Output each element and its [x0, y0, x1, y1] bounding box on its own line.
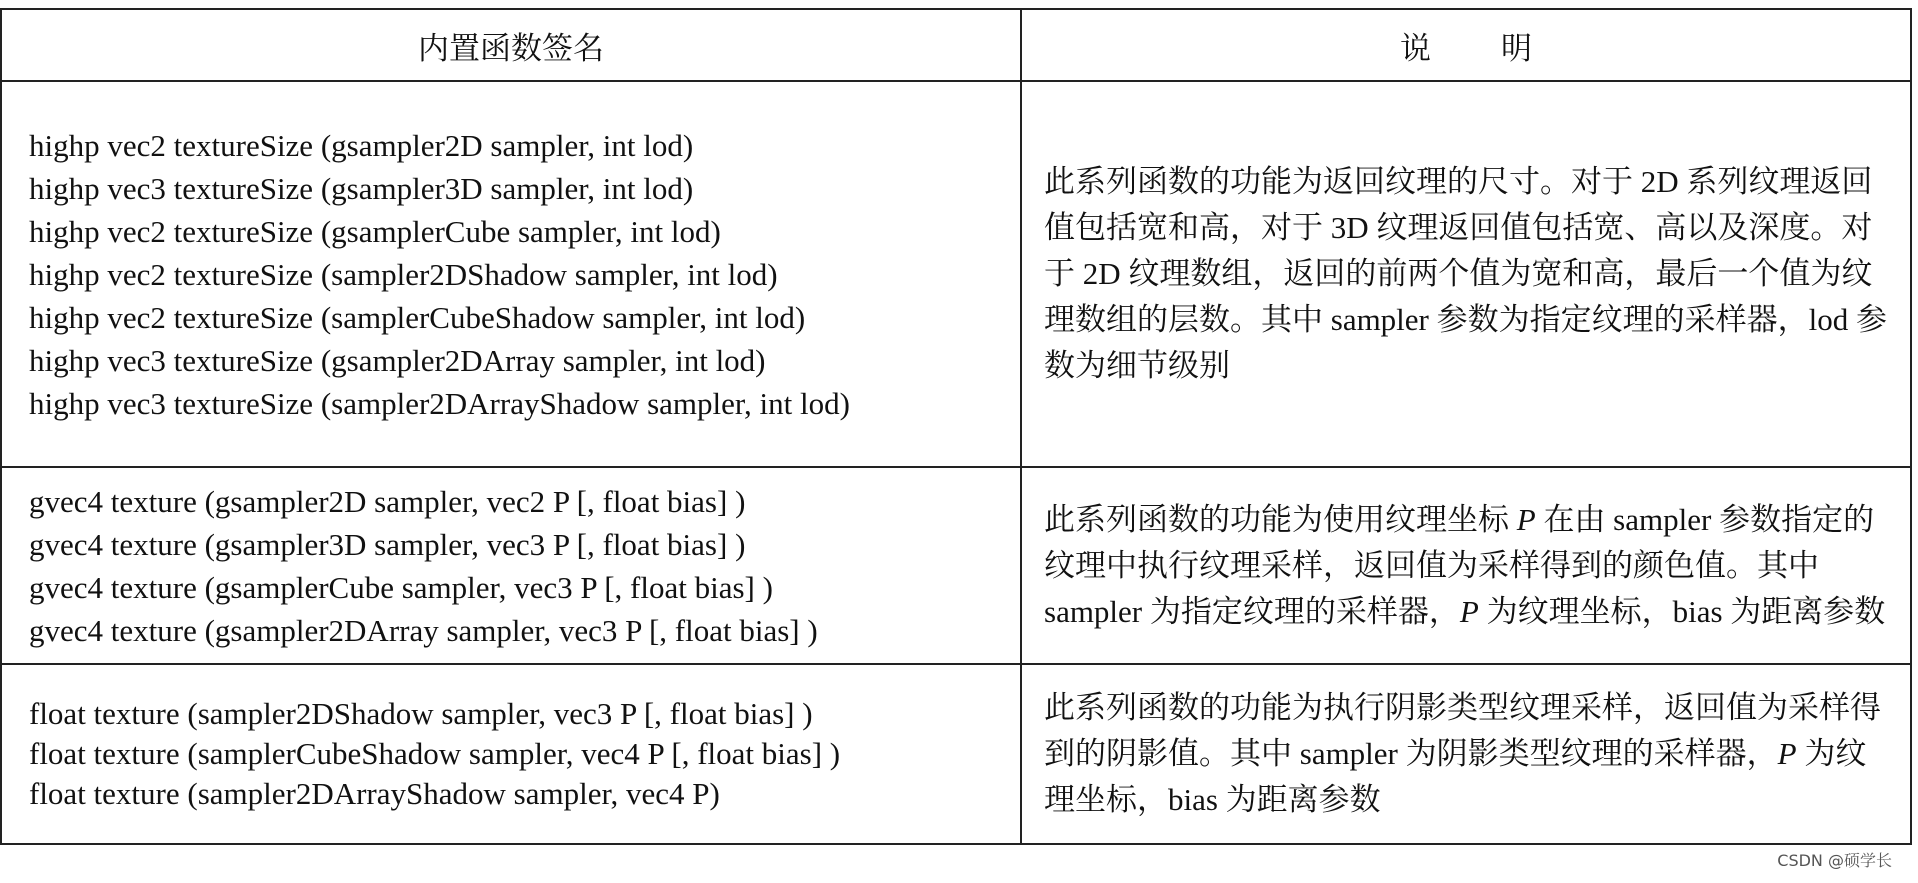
function-table [0, 8, 1912, 845]
signature-line: gvec4 texture (gsampler2D sampler, vec2 P [, float bias] ) [29, 483, 746, 519]
watermark: CSDN @硕学长 [1773, 848, 1896, 871]
signature-line: highp vec2 textureSize (samplerCubeShadow sampler, int lod) [29, 299, 806, 335]
signature-line: highp vec3 textureSize (sampler2DArrayShadow sampler, int lod) [29, 385, 850, 421]
signature-line: gvec4 texture (gsampler2DArray sampler, vec3 P [, float bias] ) [29, 612, 818, 648]
header-row [1, 9, 1911, 81]
header-description [1021, 9, 1911, 81]
signature-line: float texture (sampler2DArrayShadow sampler, vec4 P) [29, 776, 720, 811]
signature-cell [1, 81, 1021, 467]
variable-p: P [1516, 501, 1536, 537]
signature-line: highp vec3 textureSize (gsampler3D sampler, int lod) [29, 170, 694, 206]
table-row [1, 664, 1911, 844]
description-cell: 此系列函数的功能为返回纹理的尺寸。对于 2D 系列纹理返回值包括宽和高，对于 3D 纹理返回值包括宽、高以及深度。对于 2D 纹理数组，返回的前两个值为宽和高，最后一个值为纹理数组的层数。其中 sampler 参数为指定纹理的采样器，lod 参数为细节级别 [1021, 81, 1911, 467]
signature-line: float texture (samplerCubeShadow sampler, vec4 P [, float bias] ) [29, 736, 841, 771]
signature-line: highp vec2 textureSize (sampler2DShadow sampler, int lod) [29, 256, 778, 292]
table-row [1, 467, 1911, 664]
header-signature: 内置函数签名 [1, 9, 1021, 81]
signature-line: gvec4 texture (gsampler3D sampler, vec3 P [, float bias] ) [29, 526, 746, 562]
variable-p: P [1459, 593, 1479, 629]
signature-line: highp vec2 textureSize (gsamplerCube sampler, int lod) [29, 213, 721, 249]
description-cell: 此系列函数的功能为执行阴影类型纹理采样，返回值为采样得到的阴影值。其中 sampler 为阴影类型纹理的采样器，P 为纹理坐标，bias 为距离参数 [1021, 664, 1911, 844]
variable-p: P [1777, 736, 1797, 771]
signature-cell [1, 467, 1021, 664]
signature-line: gvec4 texture (gsamplerCube sampler, vec3 P [, float bias] ) [29, 569, 773, 605]
description-cell: 此系列函数的功能为使用纹理坐标 P 在由 sampler 参数指定的纹理中执行纹理采样，返回值为采样得到的颜色值。其中 sampler 为指定纹理的采样器，P 为纹理坐标，bias 为距离参数 [1021, 467, 1911, 664]
table-row [1, 81, 1911, 467]
signature-line: highp vec3 textureSize (gsampler2DArray sampler, int lod) [29, 342, 766, 378]
header-description-label: 说明 [1400, 30, 1602, 67]
signature-cell [1, 664, 1021, 844]
signature-line: float texture (sampler2DShadow sampler, vec3 P [, float bias] ) [29, 696, 813, 731]
signature-line: highp vec2 textureSize (gsampler2D sampler, int lod) [29, 127, 694, 163]
